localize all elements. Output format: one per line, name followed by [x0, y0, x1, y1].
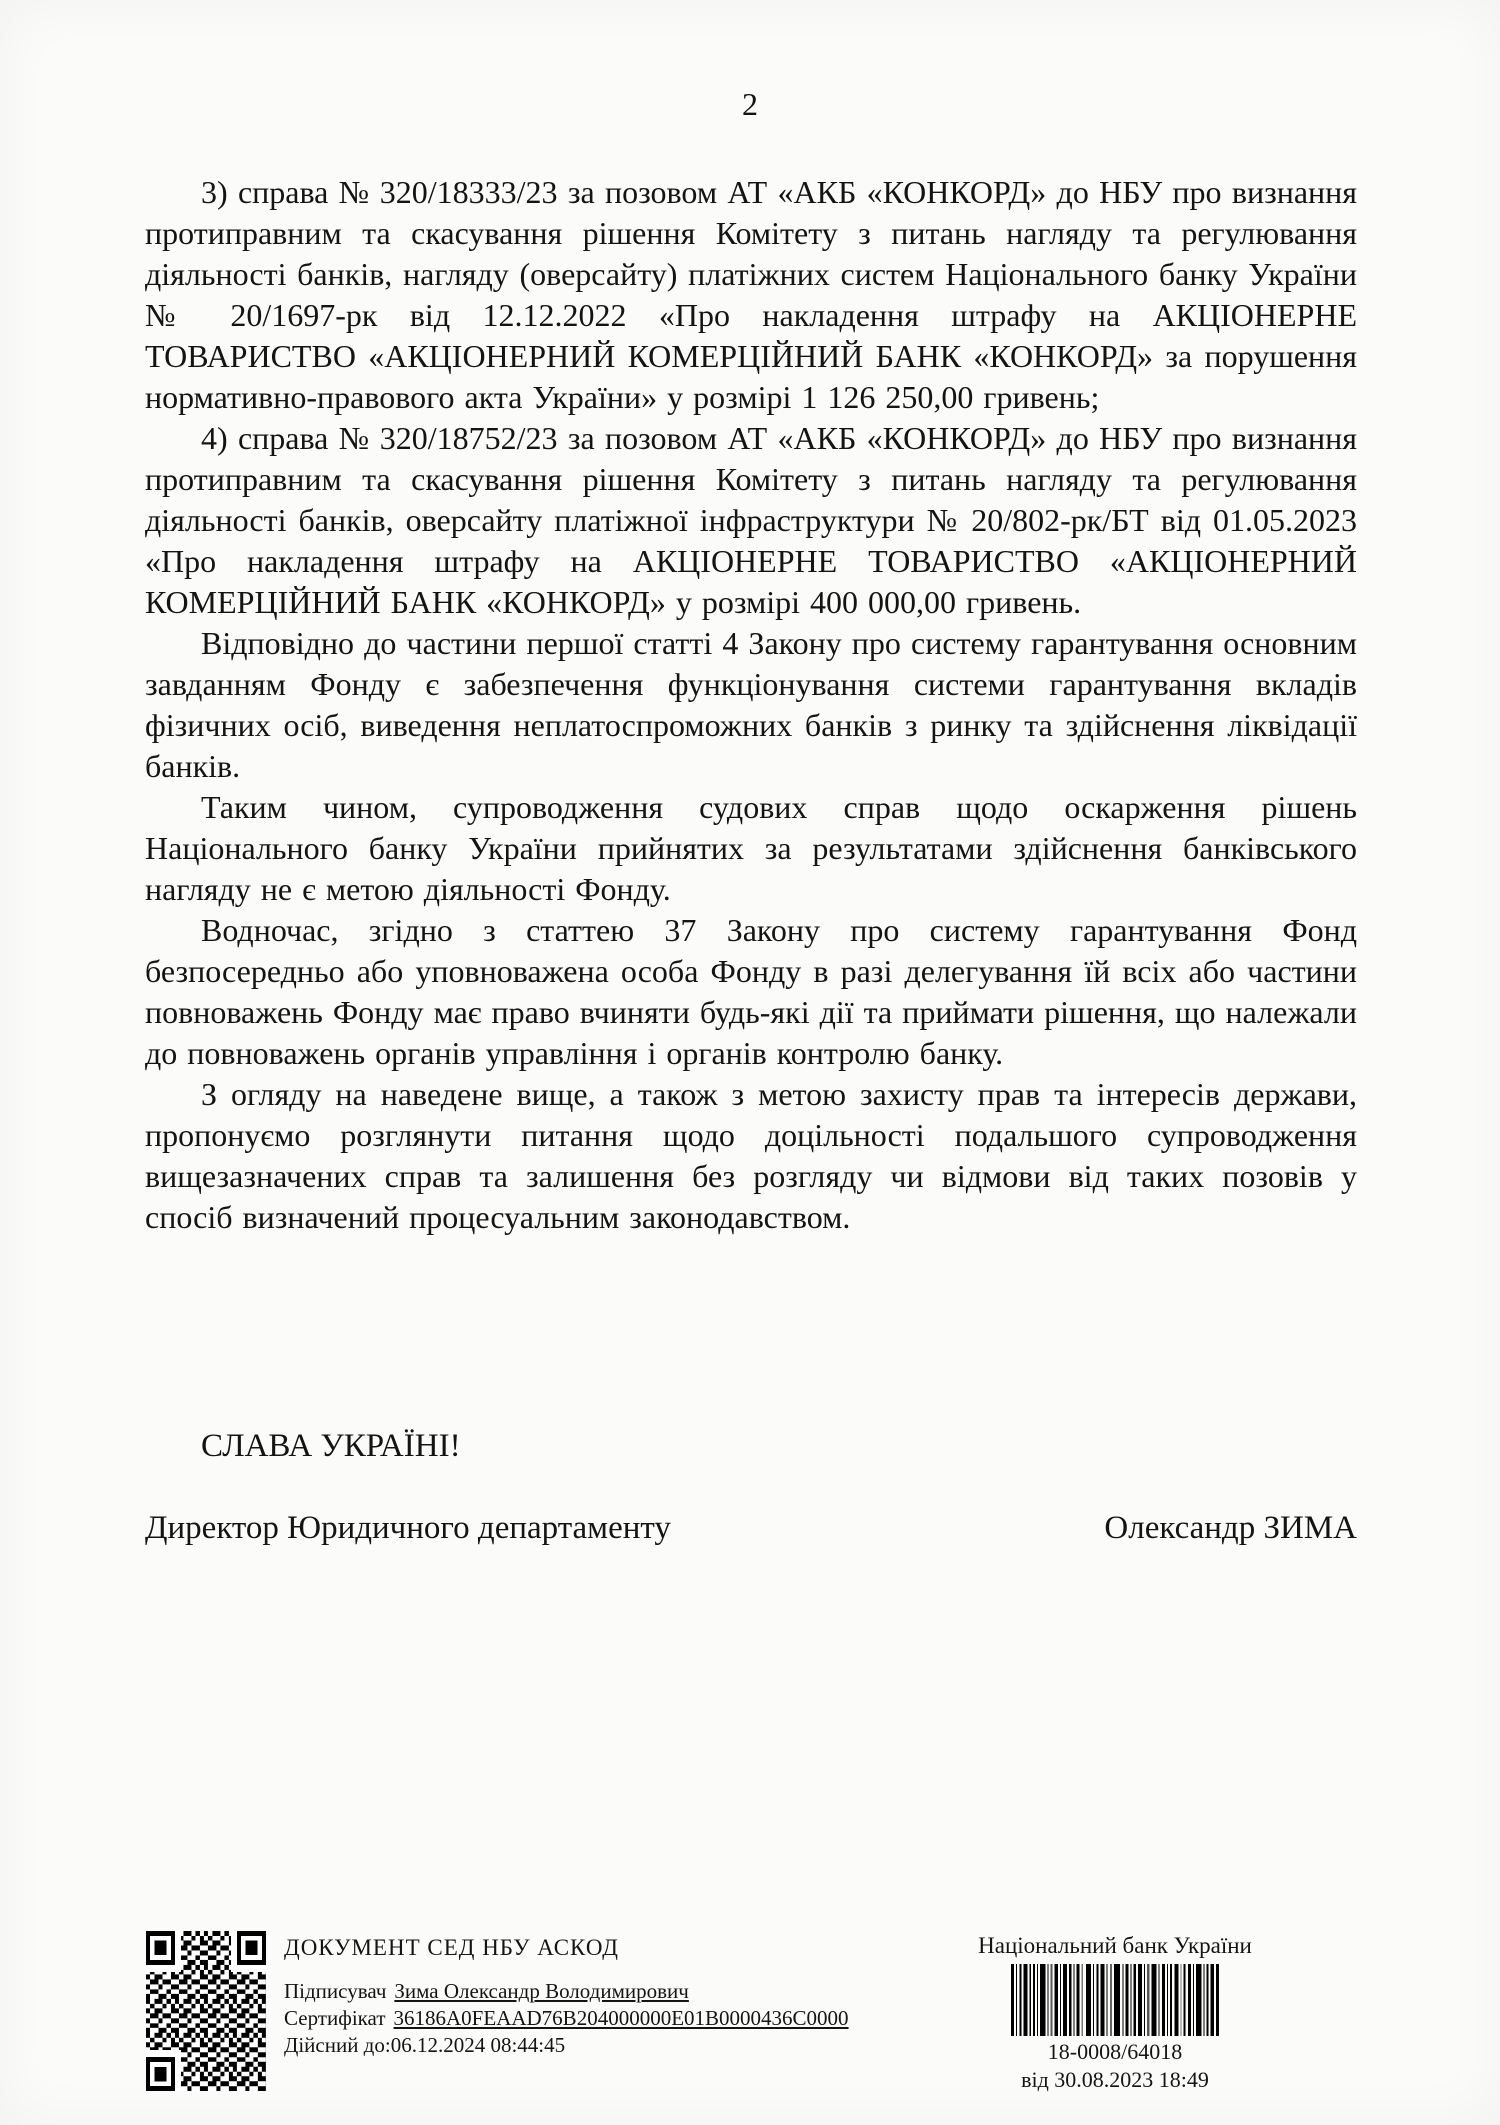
qr-code-icon: [146, 1931, 266, 2091]
registration-stamp-block: [955, 1932, 1275, 2094]
bank-name: Національний банк України: [978, 1933, 1252, 1958]
signer-name: Олександр ЗИМА: [1104, 1510, 1357, 1546]
body-paragraph-conclusion: Таким чином, супроводження судових справ щодо оскарження рішень Національного банку України прийнятих за результатами здійснення банківського нагляду не є метою діяльності Фонду.: [145, 789, 1357, 907]
validity-line: Дійсний до:06.12.2024 08:44:45: [284, 2033, 566, 2057]
certificate-label: Сертифікат: [284, 2006, 386, 2030]
barcode-icon: [1011, 1964, 1219, 2036]
body-paragraph-law-art4: Відповідно до частини першої статті 4 Закону про систему гарантування основним завданням Фонду є забезпечення функціонування системи гарантування вкладів фізичних осіб, виведення неплатоспроможних банків з ринку та здійснення ліквідації банків.: [145, 625, 1357, 784]
signature-row: [145, 1510, 1357, 1547]
certificate-number: 36186A0FEAAD76B204000000E01B0000436C0000: [393, 2006, 849, 2030]
certificate-line: [284, 2005, 849, 2032]
digital-signature-block: [284, 1934, 849, 2059]
body-paragraph-law-art37: Водночас, згідно з статтею 37 Закону про систему гарантування Фонд безпосередньо або уповноважена особа Фонду в разі делегування їй всіх або частини повноважень Фонду має право вчиняти будь-які дії та приймати рішення, що належали до повноважень органів управління і органів контролю банку.: [145, 912, 1357, 1071]
body-paragraph-case-4: 4) справа № 320/18752/23 за позовом АТ «АКБ «КОНКОРД» до НБУ про визнання протиправним та скасування рішення Комітету з питань нагляду та регулювання діяльності банків, оверсайту платіжної інфраструктури № 20/802-рк/БТ від 01.05.2023 «Про накладення штрафу на АКЦІОНЕРНЕ ТОВАРИСТВО «АКЦІОНЕРНИЙ КОМЕРЦІЙНИЙ БАНК «КОНКОРД» у розмірі 400 000,00 гривень.: [145, 420, 1357, 620]
document-registration-date: від 30.08.2023 18:49: [1021, 2067, 1209, 2092]
signer-fullname: Зима Олександр Володимирович: [394, 1979, 689, 2003]
sed-system-line: ДОКУМЕНТ СЕД НБУ АСКОД: [284, 1935, 619, 1960]
signer-line: [284, 1978, 849, 2005]
body-paragraph-case-3: 3) справа № 320/18333/23 за позовом АТ «АКБ «КОНКОРД» до НБУ про визнання протиправним та скасування рішення Комітету з питань нагляду та регулювання діяльності банків, нагляду (оверсайту) платіжних систем Національного банку України № 20/1697-рк від 12.12.2022 «Про накладення штрафу на АКЦІОНЕРНЕ ТОВАРИСТВО «АКЦІОНЕРНИЙ КОМЕРЦІЙНИЙ БАНК «КОНКОРД» за порушення нормативно-правового акта України» у розмірі 1 126 250,00 гривень;: [145, 174, 1357, 415]
document-registration-number: 18-0008/64018: [1047, 2039, 1183, 2064]
document-body: [145, 172, 1357, 1238]
page-number: 2: [742, 86, 758, 122]
closing-salute: СЛАВА УКРАЇНІ!: [201, 1428, 461, 1464]
signer-title: Директор Юридичного департаменту: [145, 1510, 671, 1546]
signer-label: Підписувач: [284, 1979, 387, 2003]
body-paragraph-proposal: З огляду на наведене вище, а також з метою захисту прав та інтересів держави, пропонуємо розглянути питання щодо доцільності подальшого супроводження вищезазначених справ та залишення без розгляду чи відмови від таких позовів у спосіб визначений процесуальним законодавством.: [145, 1076, 1357, 1235]
